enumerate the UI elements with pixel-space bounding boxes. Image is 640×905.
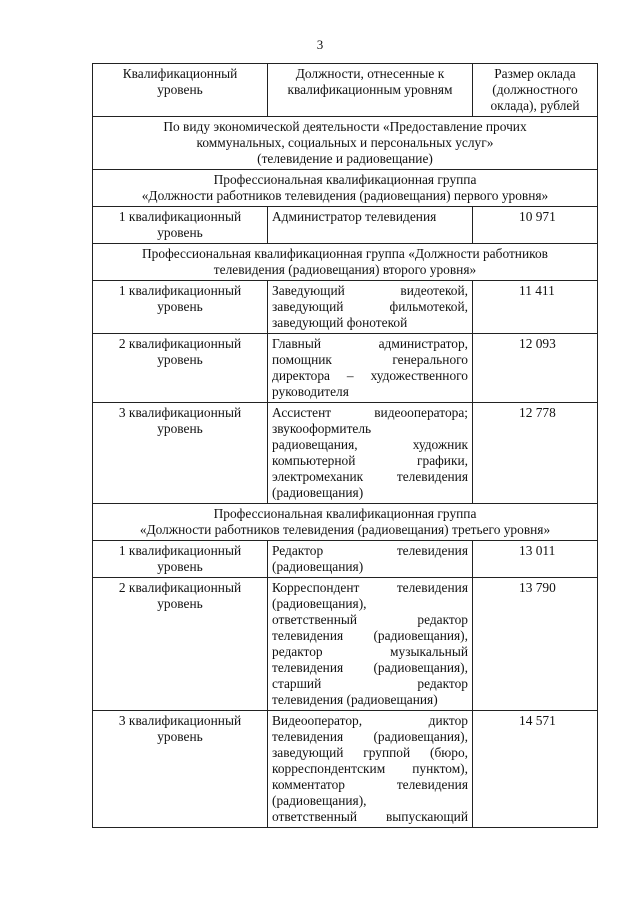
level-line: 1 квалификационный xyxy=(118,283,242,298)
position-line: ответственный выпускающий xyxy=(272,809,468,824)
table-row xyxy=(93,281,598,334)
positions-cell xyxy=(268,207,473,244)
position-line: Редактор телевидения xyxy=(272,543,468,558)
group-title xyxy=(93,244,598,281)
group-title-line: Профессиональная квалификационная группа xyxy=(213,172,477,187)
table-row xyxy=(93,334,598,403)
page-number: 3 xyxy=(316,37,324,52)
level-line: уровень xyxy=(157,225,203,240)
position-line: телевидения (радиовещания) xyxy=(272,692,438,707)
position-line: ответственный редактор xyxy=(272,612,468,627)
position-line: помощник генерального xyxy=(272,352,468,367)
salary-cell xyxy=(473,334,598,403)
group-title-line: Профессиональная квалификационная группа xyxy=(213,506,477,521)
group-title-row xyxy=(93,170,598,207)
position-line: комментатор телевидения xyxy=(272,777,468,792)
position-line: (радиовещания), xyxy=(272,596,367,611)
activity-line: (телевидение и радиовещание) xyxy=(257,151,433,166)
salary-value: 11 411 xyxy=(519,283,555,298)
position-line: телевидения (радиовещания), xyxy=(272,660,468,675)
level-line: 2 квалификационный xyxy=(118,580,242,595)
position-line: старший редактор xyxy=(272,676,468,691)
level-line: 1 квалификационный xyxy=(118,543,242,558)
salary-cell xyxy=(473,403,598,504)
group-title-line: «Должности работников телевидения (радиовещания) первого уровня» xyxy=(141,188,549,203)
position-line: (радиовещания), xyxy=(272,793,367,808)
salary-cell xyxy=(473,207,598,244)
position-line: телевидения (радиовещания), xyxy=(272,729,468,744)
header-positions-line: Должности, отнесенные к xyxy=(295,66,445,81)
positions-cell xyxy=(268,541,473,578)
salary-cell xyxy=(473,711,598,828)
activity-row xyxy=(93,117,598,170)
position-line: заведующий фильмотекой, xyxy=(272,299,468,314)
position-line: Корреспондент телевидения xyxy=(272,580,468,595)
position-line: звукооформитель xyxy=(272,421,372,436)
position-line: заведующий фонотекой xyxy=(272,315,408,330)
position-line: руководителя xyxy=(272,384,349,399)
position-line: (радиовещания) xyxy=(272,485,364,500)
header-level xyxy=(93,64,268,117)
position-line: радиовещания, художник xyxy=(272,437,468,452)
positions-cell xyxy=(268,711,473,828)
header-salary xyxy=(473,64,598,117)
group-title-row xyxy=(93,244,598,281)
positions-cell xyxy=(268,578,473,711)
level-line: уровень xyxy=(157,421,203,436)
level-line: уровень xyxy=(157,559,203,574)
positions-cell xyxy=(268,334,473,403)
salary-cell xyxy=(473,541,598,578)
position-line: корреспондентским пунктом), xyxy=(272,761,468,776)
level-line: 3 квалификационный xyxy=(118,713,242,728)
header-level-line: уровень xyxy=(157,82,203,97)
table-row xyxy=(93,541,598,578)
position-line: компьютерной графики, xyxy=(272,453,468,468)
level-cell xyxy=(93,711,268,828)
level-cell xyxy=(93,403,268,504)
header-level-line: Квалификационный xyxy=(122,66,238,81)
activity-heading xyxy=(93,117,598,170)
table-header-row xyxy=(93,64,598,117)
table-row xyxy=(93,578,598,711)
salary-table xyxy=(92,63,598,828)
level-cell xyxy=(93,541,268,578)
header-positions xyxy=(268,64,473,117)
level-line: уровень xyxy=(157,729,203,744)
header-salary-line: (должностного xyxy=(492,82,578,97)
position-line: редактор музыкальный xyxy=(272,644,468,659)
salary-value: 14 571 xyxy=(519,713,556,728)
position-line: Заведующий видеотекой, xyxy=(272,283,468,298)
header-salary-line: оклада), рублей xyxy=(490,98,580,113)
table-row xyxy=(93,711,598,828)
level-line: 2 квалификационный xyxy=(118,336,242,351)
salary-cell xyxy=(473,281,598,334)
group-title-line: Профессиональная квалификационная группа «Должности работников xyxy=(142,246,548,261)
header-salary-line: Размер оклада xyxy=(494,66,576,81)
positions-cell xyxy=(268,281,473,334)
activity-line: По виду экономической деятельности «Предоставление прочих xyxy=(163,119,527,134)
group-title-row xyxy=(93,504,598,541)
positions-cell xyxy=(268,403,473,504)
level-line: 1 квалификационный xyxy=(118,209,242,224)
salary-value: 12 778 xyxy=(519,405,556,420)
salary-value: 13 790 xyxy=(519,580,556,595)
level-cell xyxy=(93,578,268,711)
group-title xyxy=(93,504,598,541)
salary-value: 12 093 xyxy=(519,336,556,351)
activity-line: коммунальных, социальных и персональных услуг» xyxy=(196,135,494,150)
level-line: 3 квалификационный xyxy=(118,405,242,420)
position-line: директора – художественного xyxy=(272,368,468,383)
level-cell xyxy=(93,281,268,334)
position-line: телевидения (радиовещания), xyxy=(272,628,468,643)
level-cell xyxy=(93,334,268,403)
level-line: уровень xyxy=(157,596,203,611)
position-line: Главный администратор, xyxy=(272,336,468,351)
position-line: Видеооператор, диктор xyxy=(272,713,468,728)
level-line: уровень xyxy=(157,352,203,367)
group-title-line: телевидения (радиовещания) второго уровня» xyxy=(213,262,477,277)
table-row xyxy=(93,207,598,244)
position-line: Администратор телевидения xyxy=(272,209,437,224)
position-line: электромеханик телевидения xyxy=(272,469,468,484)
level-line: уровень xyxy=(157,299,203,314)
position-line: (радиовещания) xyxy=(272,559,364,574)
header-positions-line: квалификационным уровням xyxy=(287,82,453,97)
table-row xyxy=(93,403,598,504)
position-line: Ассистент видеооператора; xyxy=(272,405,468,420)
salary-value: 13 011 xyxy=(519,543,556,558)
level-cell xyxy=(93,207,268,244)
group-title-line: «Должности работников телевидения (радиовещания) третьего уровня» xyxy=(139,522,551,537)
group-title xyxy=(93,170,598,207)
position-line: заведующий группой (бюро, xyxy=(272,745,468,760)
salary-value: 10 971 xyxy=(519,209,556,224)
salary-cell xyxy=(473,578,598,711)
